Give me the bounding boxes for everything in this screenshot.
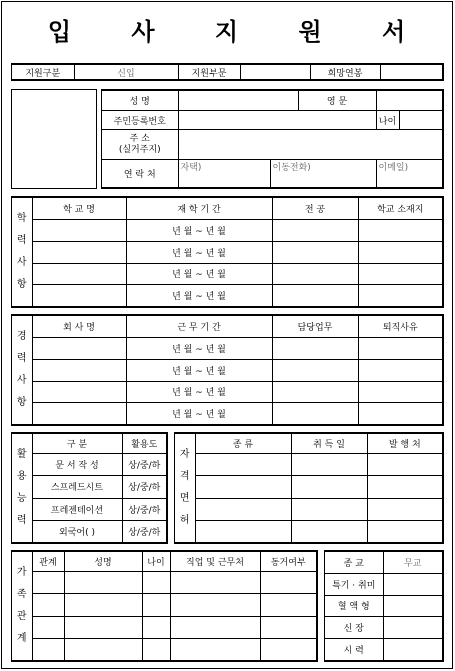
table-cell[interactable] [32,359,126,381]
height-label: 신 장 [325,617,383,639]
table-cell[interactable] [260,638,317,660]
table-cell[interactable] [64,594,142,616]
apply-type-value[interactable]: 신입 [74,65,178,80]
table-cell[interactable] [64,572,142,594]
table-cell[interactable] [170,638,260,660]
address-field[interactable] [178,130,443,160]
table-cell[interactable] [32,403,126,425]
table-cell[interactable] [32,241,126,263]
table-cell[interactable] [272,285,358,307]
table-cell[interactable] [32,263,126,285]
leave-reason-header: 퇴직사유 [358,316,443,338]
page-title: 입 사 지 원 서 [47,18,432,46]
table-cell[interactable] [291,454,367,476]
school-location-header: 학교 소재지 [358,198,443,220]
table-cell[interactable] [170,594,260,616]
side-char: 격 [179,471,190,482]
table-cell[interactable] [32,381,126,403]
license-date-header: 취 득 일 [291,434,367,454]
table-cell[interactable] [64,616,142,638]
side-char: 항 [16,279,27,290]
blood-type-value[interactable] [383,595,443,617]
table-cell[interactable] [142,572,170,594]
table-cell[interactable] [260,594,317,616]
skill-level[interactable]: 상/중/하 [122,476,167,498]
family-name-header: 성명 [64,552,142,572]
table-cell[interactable] [358,338,443,360]
major-header: 전 공 [272,198,358,220]
rrn-label: 주민등록번호 [102,111,178,130]
level-header: 활용도 [122,434,167,454]
skill-name: 외국어( ) [32,520,122,542]
skill-name: 스프레드시트 [32,476,122,498]
table-cell[interactable] [272,359,358,381]
company-header: 회 사 명 [32,316,126,338]
eyesight-value[interactable] [383,639,443,661]
table-cell[interactable] [291,476,367,498]
address-label-sub: (실거주지) [118,144,161,155]
table-cell[interactable] [32,285,126,307]
license-section [174,432,444,544]
period-cell[interactable]: 년 월 ~ 년 월 [126,241,272,263]
religion-label: 종 교 [325,552,383,574]
contact-label: 연 락 처 [102,160,178,188]
skill-name: 프레젠테이션 [32,498,122,520]
side-char: 력 [16,235,27,246]
salary-value[interactable] [380,65,443,80]
side-char: 관 [16,611,27,622]
family-side-label [12,552,32,661]
career-side-label [12,316,32,425]
study-period-header: 재 학 기 간 [126,198,272,220]
table-cell[interactable] [142,638,170,660]
table-cell[interactable] [142,594,170,616]
table-cell[interactable] [32,594,64,616]
period-cell[interactable]: 년 월 ~ 년 월 [126,263,272,285]
table-cell[interactable] [32,638,64,660]
side-char: 능 [16,493,27,504]
table-cell[interactable] [272,220,358,242]
side-char: 력 [16,515,27,526]
address-label [102,130,178,160]
table-cell[interactable] [367,498,443,520]
skill-name: 문 서 작 성 [32,454,122,476]
family-age-header: 나이 [142,552,170,572]
name-label: 성 명 [102,91,178,111]
table-cell[interactable] [32,338,126,360]
category-header: 구 분 [32,434,122,454]
license-issuer-header: 발 행 처 [367,434,443,454]
table-cell[interactable] [170,572,260,594]
rrn-field[interactable] [178,111,376,130]
table-cell[interactable] [358,263,443,285]
job-header: 직업 및 근무처 [170,552,260,572]
side-char: 허 [179,515,190,526]
eng-label: 영 문 [298,91,376,111]
side-char: 면 [179,493,190,504]
email-field[interactable]: 이메일) [376,160,443,188]
side-char: 항 [16,397,27,408]
table-cell[interactable] [195,498,291,520]
etc-section [324,550,444,662]
table-cell[interactable] [367,454,443,476]
license-type-header: 종 류 [195,434,291,454]
hobby-label: 특기 · 취미 [325,573,383,595]
period-cell[interactable]: 년 월 ~ 년 월 [126,359,272,381]
table-cell[interactable] [272,381,358,403]
skills-section [11,432,168,544]
skill-level[interactable]: 상/중/하 [122,498,167,520]
table-cell[interactable] [272,403,358,425]
table-cell[interactable] [195,454,291,476]
table-cell[interactable] [358,359,443,381]
side-char: 활 [16,449,27,460]
skills-side-label [12,434,32,543]
side-char: 경 [16,331,27,342]
apply-type-label: 지원구분 [12,65,74,80]
table-cell[interactable] [272,241,358,263]
home-phone-field[interactable]: 자택) [178,160,270,188]
period-cell[interactable]: 년 월 ~ 년 월 [126,381,272,403]
table-cell[interactable] [358,241,443,263]
table-cell[interactable] [272,338,358,360]
table-cell[interactable] [358,220,443,242]
apply-part-value[interactable] [240,65,310,80]
eng-field[interactable] [376,91,443,111]
age-field[interactable] [399,111,443,130]
work-period-header: 근 무 기 간 [126,316,272,338]
mobile-phone-field[interactable]: 이동전화) [270,160,376,188]
eyesight-label: 시 력 [325,639,383,661]
side-char: 용 [16,471,27,482]
table-cell[interactable] [170,616,260,638]
table-cell[interactable] [272,263,358,285]
period-cell[interactable]: 년 월 ~ 년 월 [126,338,272,360]
height-value[interactable] [383,617,443,639]
school-name-header: 학 교 명 [32,198,126,220]
career-section [11,314,444,426]
table-cell[interactable] [260,616,317,638]
education-side-label [12,198,32,307]
table-cell[interactable] [291,520,367,542]
address-label-main: 주 소 [129,133,150,144]
application-info-row [11,63,444,81]
table-cell[interactable] [142,616,170,638]
skill-level[interactable]: 상/중/하 [122,454,167,476]
period-cell[interactable]: 년 월 ~ 년 월 [126,285,272,307]
table-cell[interactable] [195,476,291,498]
apply-part-label: 지원부문 [178,65,240,80]
side-char: 사 [16,257,27,268]
table-cell[interactable] [367,520,443,542]
hobby-value[interactable] [383,573,443,595]
table-cell[interactable] [32,220,126,242]
photo-box[interactable] [11,89,97,189]
side-char: 가 [16,567,27,578]
age-label: 나이 [376,111,399,130]
blood-type-label: 혈 액 형 [325,595,383,617]
period-cell[interactable]: 년 월 ~ 년 월 [126,403,272,425]
license-side-label [175,434,195,543]
family-section [11,550,318,662]
table-cell[interactable] [367,476,443,498]
skill-level[interactable]: 상/중/하 [122,520,167,542]
table-cell[interactable] [32,616,64,638]
side-char: 학 [16,213,27,224]
side-char: 자 [179,449,190,460]
name-field[interactable] [178,91,298,111]
side-char: 사 [16,375,27,386]
side-char: 계 [16,633,27,644]
personal-info-table [101,89,444,189]
table-cell[interactable] [358,381,443,403]
table-cell[interactable] [358,285,443,307]
relation-header: 관계 [32,552,64,572]
side-char: 족 [16,589,27,600]
table-cell[interactable] [195,520,291,542]
table-cell[interactable] [358,403,443,425]
education-section [11,196,444,308]
table-cell[interactable] [260,572,317,594]
table-cell[interactable] [291,498,367,520]
table-cell[interactable] [64,638,142,660]
salary-label: 희망연봉 [310,65,380,80]
table-cell[interactable] [32,572,64,594]
period-cell[interactable]: 년 월 ~ 년 월 [126,220,272,242]
duty-header: 담당업무 [272,316,358,338]
religion-value[interactable]: 무교 [383,552,443,574]
side-char: 력 [16,353,27,364]
cohabit-header: 동거여부 [260,552,317,572]
